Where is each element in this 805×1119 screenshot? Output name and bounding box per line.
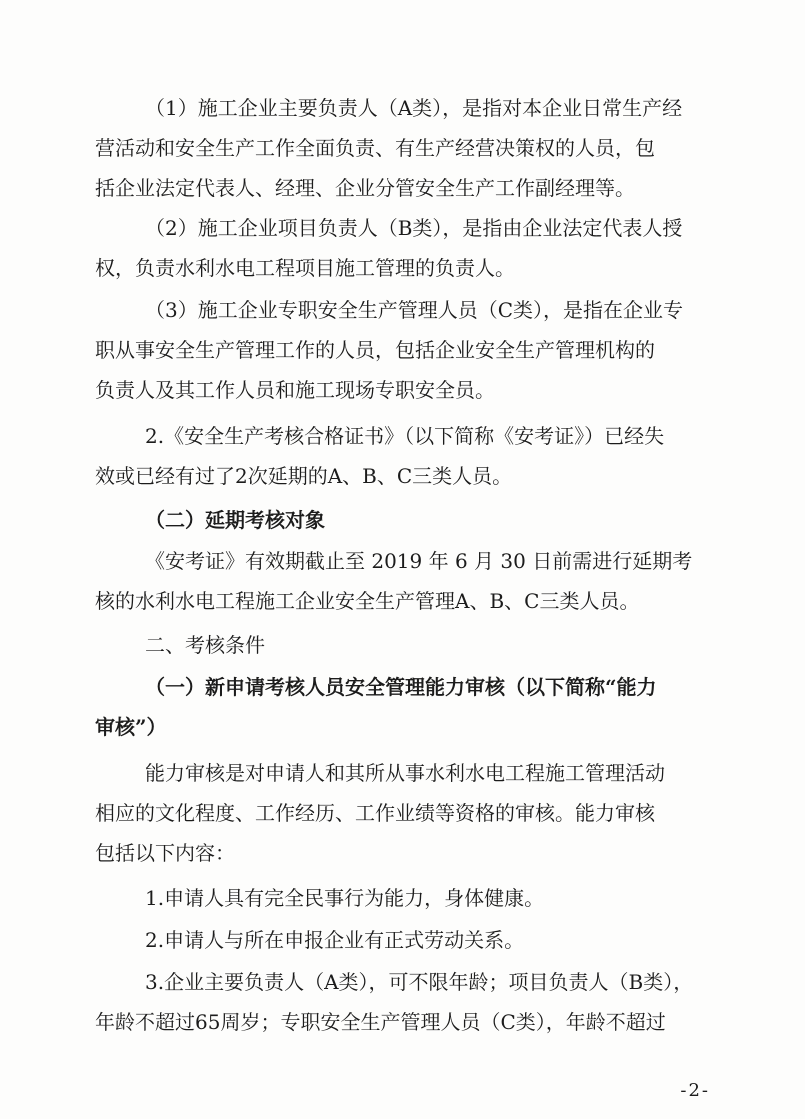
text-line: （1）施工企业主要负责人（A类），是指对本企业日常生产经 xyxy=(145,96,683,120)
text-line: 权，负责水利水电工程项目施工管理的负责人。 xyxy=(95,256,515,280)
heading-text: （一）新申请考核人员安全管理能力审核（以下简称“能力 xyxy=(145,675,657,699)
text-line: 《安考证》有效期截止至 2019 年 6 月 30 日前需进行延期考 xyxy=(145,549,693,573)
section-heading-capability-review xyxy=(95,667,715,747)
text-line: 效或已经有过了2次延期的A、B、C三类人员。 xyxy=(95,464,513,488)
list-item-capacity xyxy=(95,878,715,918)
heading-text: （二）延期考核对象 xyxy=(145,508,325,532)
text-line: 能力审核是对申请人和其所从事水利水电工程施工管理活动 xyxy=(145,761,665,785)
text-line: 职从事安全生产管理工作的人员，包括企业安全生产管理机构的 xyxy=(95,338,655,362)
list-item-employment xyxy=(95,920,715,960)
text-line: 2.《安全生产考核合格证书》（以下简称《安考证》）已经失 xyxy=(145,424,665,448)
paragraph-role-a xyxy=(95,88,715,208)
paragraph-expired-certificate xyxy=(95,416,715,496)
text-line: 3.企业主要负责人（A类），可不限年龄；项目负责人（B类）， xyxy=(145,970,694,994)
text-line: 2.申请人与所在申报企业有正式劳动关系。 xyxy=(145,928,525,952)
text-line: 营活动和安全生产工作全面负责、有生产经营决策权的人员，包 xyxy=(95,136,655,160)
paragraph-role-b xyxy=(95,208,715,288)
paragraph-role-c xyxy=(95,290,715,410)
text-line: 年龄不超过65周岁；专职安全生产管理人员（C类），年龄不超过 xyxy=(95,1010,666,1034)
section-heading-extension-targets xyxy=(95,500,715,540)
heading-text: 二、考核条件 xyxy=(145,633,265,657)
text-line: （3）施工企业专职安全生产管理人员（C类），是指在企业专 xyxy=(145,298,684,322)
list-item-age-limits xyxy=(95,962,715,1042)
heading-text: 审核”） xyxy=(95,715,167,739)
text-line: 括企业法定代表人、经理、企业分管安全生产工作副经理等。 xyxy=(95,176,635,200)
paragraph-extension-deadline xyxy=(95,541,715,621)
page-number: -2- xyxy=(680,1080,710,1101)
text-line: 1.申请人具有完全民事行为能力，身体健康。 xyxy=(145,886,545,910)
paragraph-capability-review-definition xyxy=(95,753,715,873)
text-line: 包括以下内容： xyxy=(95,841,235,865)
text-line: 核的水利水电工程施工企业安全生产管理A、B、C三类人员。 xyxy=(95,589,640,613)
text-line: 相应的文化程度、工作经历、工作业绩等资格的审核。能力审核 xyxy=(95,801,655,825)
text-line: （2）施工企业项目负责人（B类），是指由企业法定代表人授 xyxy=(145,216,683,240)
text-line: 负责人及其工作人员和施工现场专职安全员。 xyxy=(95,378,495,402)
section-heading-assessment-conditions xyxy=(95,625,715,665)
